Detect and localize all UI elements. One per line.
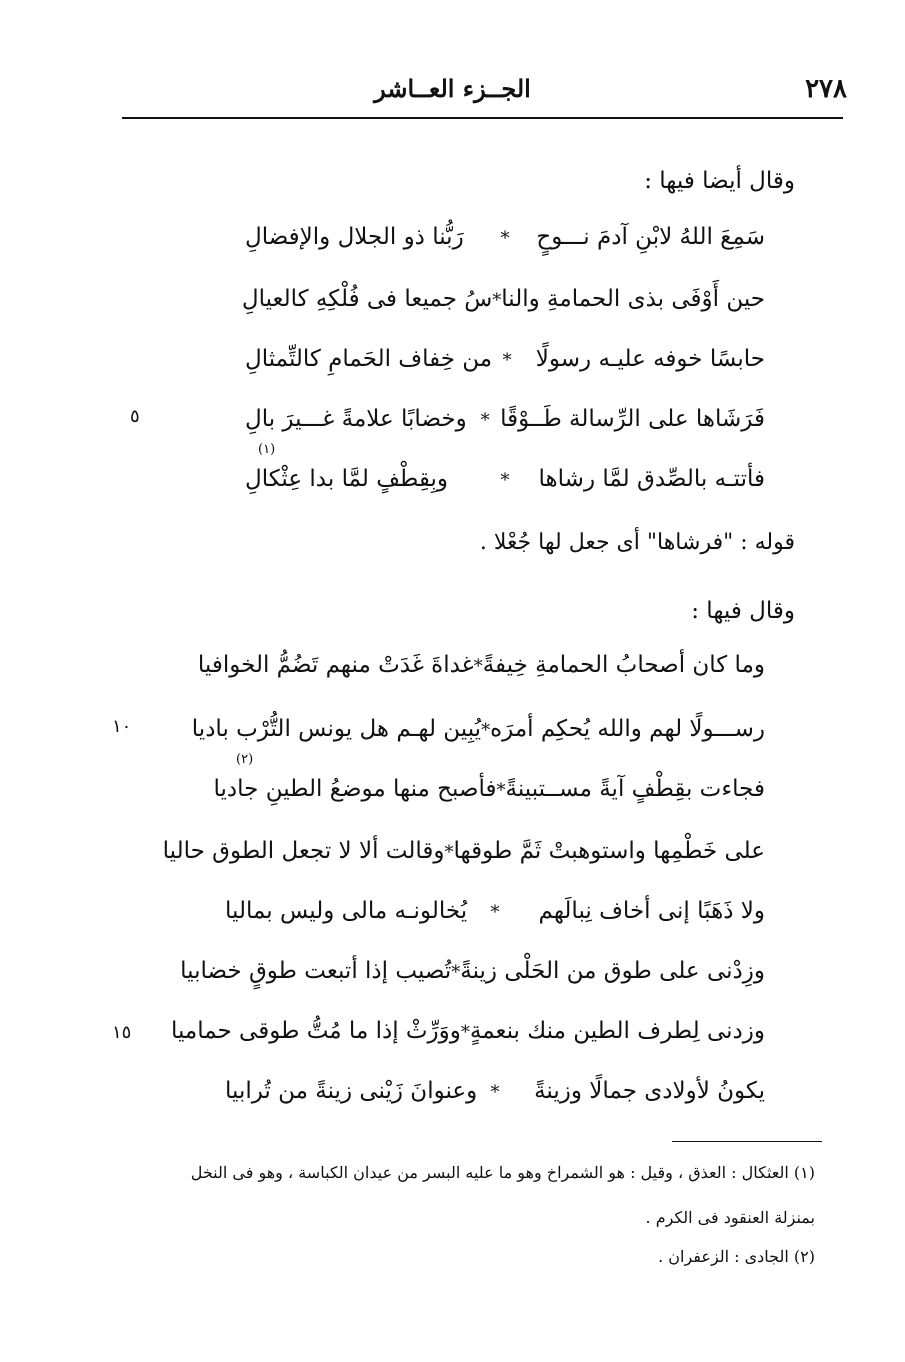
verse-separator-star: * — [496, 780, 506, 801]
verse-second-hemistich: وعنوانَ زَيْنى زينةً من تُرابيا — [225, 1078, 478, 1104]
verse-first-hemistich: فجاءت بقِطْفٍ آيةً مســتبينةً — [505, 776, 765, 802]
verse-line — [245, 224, 765, 250]
verse-first-hemistich: وما كان أصحابُ الحمامةِ خِيفةً — [482, 652, 765, 678]
footnote-rule — [672, 1141, 822, 1142]
verse-first-hemistich: وزِدْنى على طوق من الحَلْى زينةً — [460, 958, 765, 984]
footnote-1-line-2: بمنزلة العنقود فى الكرم . — [645, 1208, 815, 1227]
verse-line — [162, 838, 765, 864]
verse-separator-star: * — [502, 350, 512, 371]
verse-second-hemistich: وخضابًا علامةً غـــيرَ بالِ — [245, 406, 467, 432]
footnote-marker-1: (١) — [258, 442, 276, 457]
verse-second-hemistich: يُبِين لهـم هل يونس التُّرْب باديا — [191, 716, 482, 742]
page-number: ٢٧٨ — [805, 74, 847, 104]
verse-line — [180, 958, 765, 984]
verse-first-hemistich: حابسًا خوفه عليـه رسولًا — [535, 346, 765, 372]
verse-first-hemistich: على خَطْمِها واستوهبتْ ثَمَّ طوقها — [453, 838, 765, 864]
verse-line — [170, 1018, 765, 1044]
verse-second-hemistich: من خِفاف الحَمامِ كالتِّمثالِ — [245, 346, 493, 372]
verse-separator-star: * — [444, 842, 454, 863]
verse-line — [213, 776, 765, 802]
verse-first-hemistich: ولا ذَهَبًا إنى أخاف نِبالَهم — [538, 898, 765, 924]
header-rule — [122, 117, 843, 119]
poem1-intro: وقال أيضا فيها : — [644, 168, 795, 194]
verse-line — [245, 406, 765, 432]
verse-separator-star: * — [460, 1022, 470, 1043]
commentary-line: قوله : "فرشاها" أى جعل لها جُعْلا . — [479, 530, 795, 555]
verse-second-hemistich: غداةَ غَدَتْ منهم تَضُمُّ الخوافيا — [197, 652, 474, 678]
verse-separator-star: * — [490, 902, 500, 923]
verse-separator-star: * — [451, 962, 461, 983]
verse-second-hemistich: سُ جميعا فى فُلْكِهِ كالعيالِ — [241, 286, 493, 312]
verse-separator-star: * — [480, 410, 490, 431]
verse-line — [191, 716, 765, 742]
verse-line — [197, 652, 765, 678]
verse-separator-star: * — [500, 228, 510, 249]
footnote-2: (٢) الجادى : الزعفران . — [658, 1247, 815, 1266]
verse-second-hemistich: فأصبح منها موضعُ الطينِ جاديا — [213, 776, 497, 802]
verse-separator-star: * — [473, 656, 483, 677]
footnote-marker-2: (٢) — [236, 752, 254, 767]
verse-second-hemistich: رَبُّنا ذو الجلال والإفضالِ — [245, 224, 464, 250]
verse-line — [225, 1078, 765, 1104]
verse-second-hemistich: وقالت ألا لا تجعل الطوق حاليا — [162, 838, 445, 864]
verse-first-hemistich: سَمِعَ اللهُ لابْنِ آدمَ نـــوحٍ — [536, 224, 765, 250]
poem2-intro: وقال فيها : — [691, 598, 795, 624]
verse-first-hemistich: رســـولًا لهم والله يُحكِم أمرَه — [490, 716, 765, 742]
verse-first-hemistich: فأتتـه بالصِّدق لمَّا رشاها — [538, 466, 765, 492]
verse-line — [241, 286, 765, 312]
verse-second-hemistich: وبِقِطْفٍ لمَّا بدا عِثْكالِ — [245, 466, 449, 492]
margin-line-number: ١٥ — [112, 1022, 132, 1043]
verse-first-hemistich: فَرَشَاها على الرِّسالة طَــوْقًا — [500, 406, 765, 432]
verse-separator-star: * — [490, 1082, 500, 1103]
verse-second-hemistich: يُخالونـه مالى وليس بماليا — [225, 898, 468, 924]
verse-line — [245, 346, 765, 372]
verse-line — [225, 898, 765, 924]
running-header-title: الجــزء العــاشر — [374, 74, 531, 103]
verse-line — [245, 466, 765, 492]
verse-separator-star: * — [500, 470, 510, 491]
verse-first-hemistich: يكونُ لأولادى جمالًا وزينةً — [534, 1078, 765, 1104]
verse-first-hemistich: وزدنى لِطرف الطين منك بنعمةٍ — [469, 1018, 765, 1044]
verse-separator-star: * — [481, 720, 491, 741]
footnote-1-line-1: (١) العثكال : العذق ، وقيل : هو الشمراخ وهو ما عليه البسر من عيدان الكباسة ، وهو فى النخل — [190, 1163, 815, 1182]
verse-second-hemistich: ووَرِّثْ إذا ما مُتُّ طوقى حماميا — [170, 1018, 461, 1044]
verse-first-hemistich: حين أَوْفَى بذى الحمامةِ والنا — [501, 286, 765, 312]
verse-separator-star: * — [492, 290, 502, 311]
verse-second-hemistich: تُصيب إذا أتبعت طوقٍ خضابيا — [180, 958, 452, 984]
margin-line-number: ٥ — [130, 406, 140, 427]
margin-line-number: ١٠ — [112, 716, 132, 737]
